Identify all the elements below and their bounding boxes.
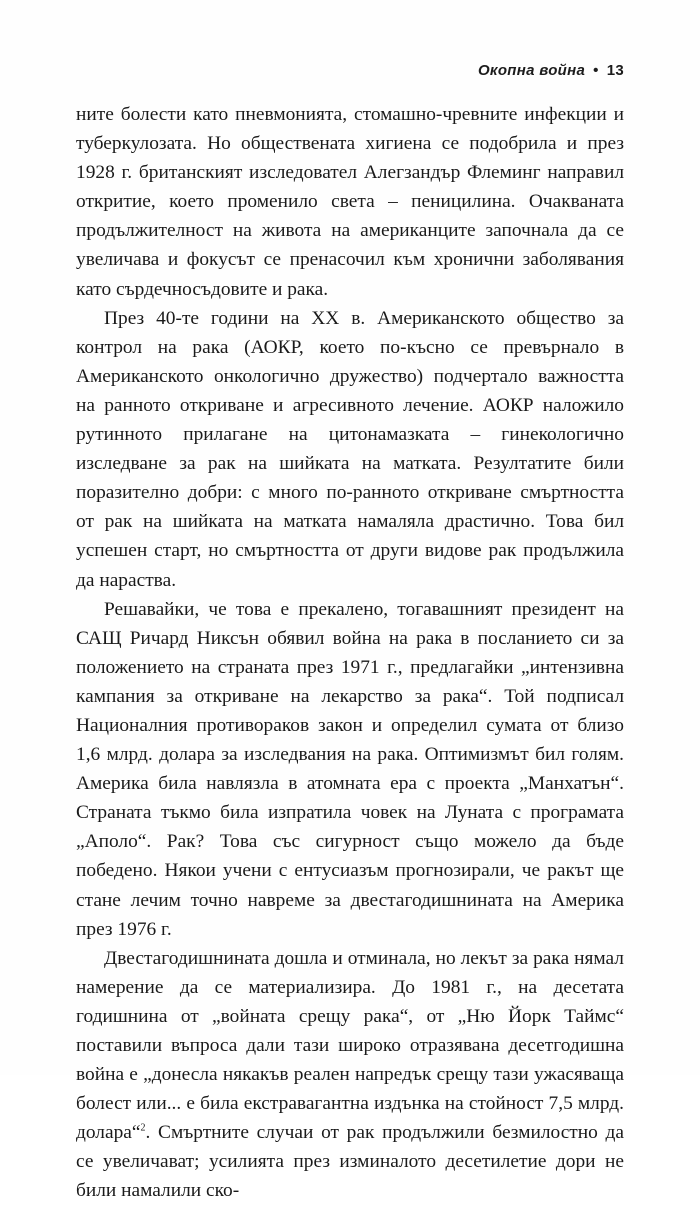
footnote-reference[interactable]: 2 xyxy=(140,1122,146,1134)
paragraph-4-text-continued: . Смъртните случаи от рак продължили безмилостно да се увеличават; усилията през изминалото десетилетие дори не били намалили ско- xyxy=(76,1122,624,1202)
paragraph-3: Решавайки, че това е прекалено, тогавашният президент на САЩ Ричард Никсън обявил война на рака в посланието си за положението на страната през 1971 г., предлагайки „интензивна кампания за откриване на лекарство за рака“. Той подписал Националния противораков закон и определил сумата от близо 1,6 млрд. долара за изследвания на рака. Оптимизмът бил голям. Америка била навлязла в атомната ера с проекта „Манхатън“. Страната тъкмо била изпратила човек на Луната с програмата „Аполо“. Рак? Това със сигурност също можело да бъде победено. Някои учени с ентусиазъм прогнозирали, че ракът ще стане лечим точно навреме за двестагодишнината на Америка през 1976 г. xyxy=(76,598,624,940)
chapter-title: Окопна война xyxy=(477,62,586,79)
paragraph-1: ните болести като пневмонията, стомашно-чревните инфекции и туберкулозата. Но обществената хигиена се подобрила и през 1928 г. британският изследовател Алегзандър Флеминг направил откритие, което променило света – пеницилина. Очакваната продължителност на живота на американците започнала да се увеличава и фокусът се пренасочил към хронични заболявания като сърдечносъдовите и рака. xyxy=(76,104,624,300)
paragraph-2: През 40-те години на XX в. Американското общество за контрол на рака (АОКР, което по-късно се превърнало в Американското онкологично дружество) подчертало важността на ранното откриване и агресивното лечение. АОКР наложило рутинното прилагане на цитонамазката – гинекологично изследване за рак на шийката на матката. Резултатите били поразително добри: с много по-ранното откриване смъртността от рак на шийката на матката намаляла драстично. Това бил успешен старт, но смъртността от други видове рак продължила да нараства. xyxy=(76,307,624,591)
header-separator: • xyxy=(593,62,599,79)
body-text xyxy=(76,100,624,1206)
paragraph-4-text: Двестагодишнината дошла и отминала, но лекът за рака нямал намерение да се материализира. До 1981 г., на десетата годишнина от „войната срещу рака“, от „Ню Йорк Таймс“ поставили въпроса дали тази широко отразявана десетгодишна война е „донесла някакъв реален напредък срещу тази ужасяваща болест или... е била екстравагантна издънка на стойност 7,5 млрд. долара“ xyxy=(76,947,624,1144)
page-number: 13 xyxy=(606,62,624,79)
running-header xyxy=(478,62,624,79)
